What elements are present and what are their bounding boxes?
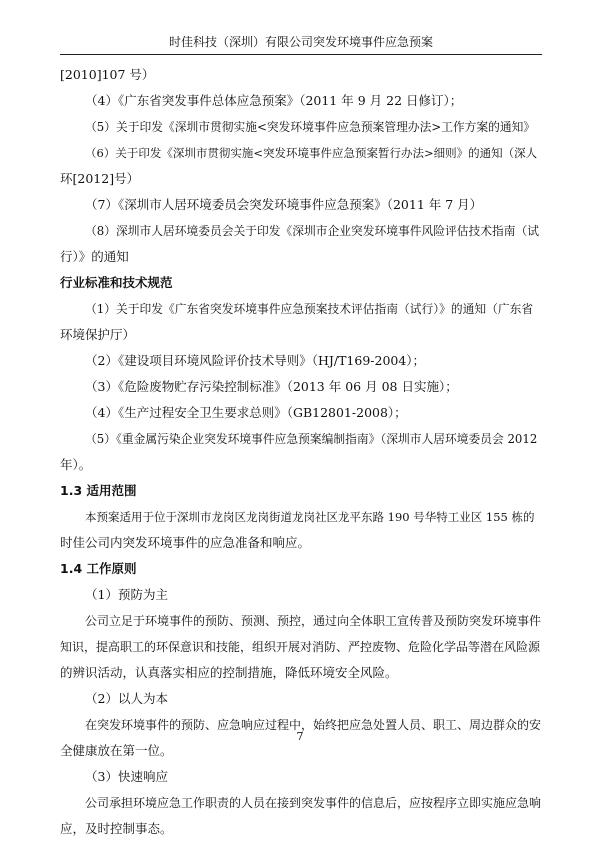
text-line: 环境保护厅）	[60, 327, 136, 342]
list-item: （5）关于印发《深圳市贯彻实施<突发环境事件应急预案管理办法>工作方案的通知》	[85, 120, 536, 134]
paragraph-line: 公司承担环境应急工作职责的人员在接到突发事件的信息后，应按程序立即实施应急响	[85, 796, 542, 810]
paragraph-line: 本预案适用于位于深圳市龙岗区龙岗街道龙岗社区龙平东路 190 号华特工业区 155 栋的	[85, 510, 535, 524]
subheading: （2）以人为本	[85, 691, 168, 706]
section-heading: 1.4 工作原则	[60, 561, 137, 576]
paragraph-line: 公司立足于环境事件的预防、预测、预控，通过向全体职工宣传普及预防突发环境事件	[85, 614, 542, 628]
paragraph-line: 全健康放在第一位。	[60, 743, 173, 758]
list-item: （5）《重金属污染企业突发环境事件应急预案编制指南》（深圳市人居环境委员会 2012	[85, 432, 538, 446]
list-item: （6）关于印发《深圳市贯彻实施<突发环境事件应急预案暂行办法>细则》的通知（深人	[85, 146, 538, 160]
paragraph-line: 在突发环境事件的预防、应急响应过程中，始终把应急处置人员、职工、周边群众的安	[85, 718, 542, 732]
text-line: [2010]107 号）	[60, 67, 155, 82]
paragraph-line: 知识，提高职工的环保意识和技能，组织开展对消防、严控废物、危险化学品等潜在风险源	[60, 640, 541, 654]
document-body	[60, 62, 542, 842]
text-line: 年）。	[60, 457, 92, 472]
paragraph-line: 应，及时控制事态。	[60, 821, 173, 836]
subheading: （1）预防为主	[85, 587, 168, 602]
list-item: （2）《建设项目环境风险评价技术导则》（HJ/T169-2004）；	[85, 353, 426, 368]
list-item: （3）《危险废物贮存污染控制标准》（2013 年 06 月 08 日实施）；	[85, 379, 458, 394]
list-item: （4）《生产过程安全卫生要求总则》（GB12801-2008）；	[85, 405, 407, 420]
text-line: 环[2012]号）	[60, 171, 140, 186]
list-item: （1）关于印发《广东省突发环境事件应急预案技术评估指南（试行）》的通知（广东省	[85, 302, 534, 316]
page-number: 7	[296, 730, 304, 743]
page-header: 时佳科技（深圳）有限公司突发环境事件应急预案	[60, 34, 542, 55]
list-item: （8）深圳市人居环境委员会关于印发《深圳市企业突发环境事件风险评估技术指南（试	[85, 224, 539, 238]
subheading: （3）快速响应	[85, 769, 168, 784]
paragraph-line: 时佳公司内突发环境事件的应急准备和响应。	[60, 535, 311, 550]
section-heading: 1.3 适用范围	[60, 483, 137, 498]
list-item: （4）《广东省突发事件总体应急预案》（2011 年 9 月 22 日修订）；	[85, 93, 463, 108]
text-line: 行）》的通知	[60, 249, 129, 264]
list-item: （7）《深圳市人居环境委员会突发环境事件应急预案》（2011 年 7 月）	[85, 197, 483, 212]
paragraph-line: 的辨识活动，认真落实相应的控制措施，降低环境安全风险。	[60, 665, 398, 680]
section-heading: 行业标准和技术规范	[60, 275, 173, 290]
